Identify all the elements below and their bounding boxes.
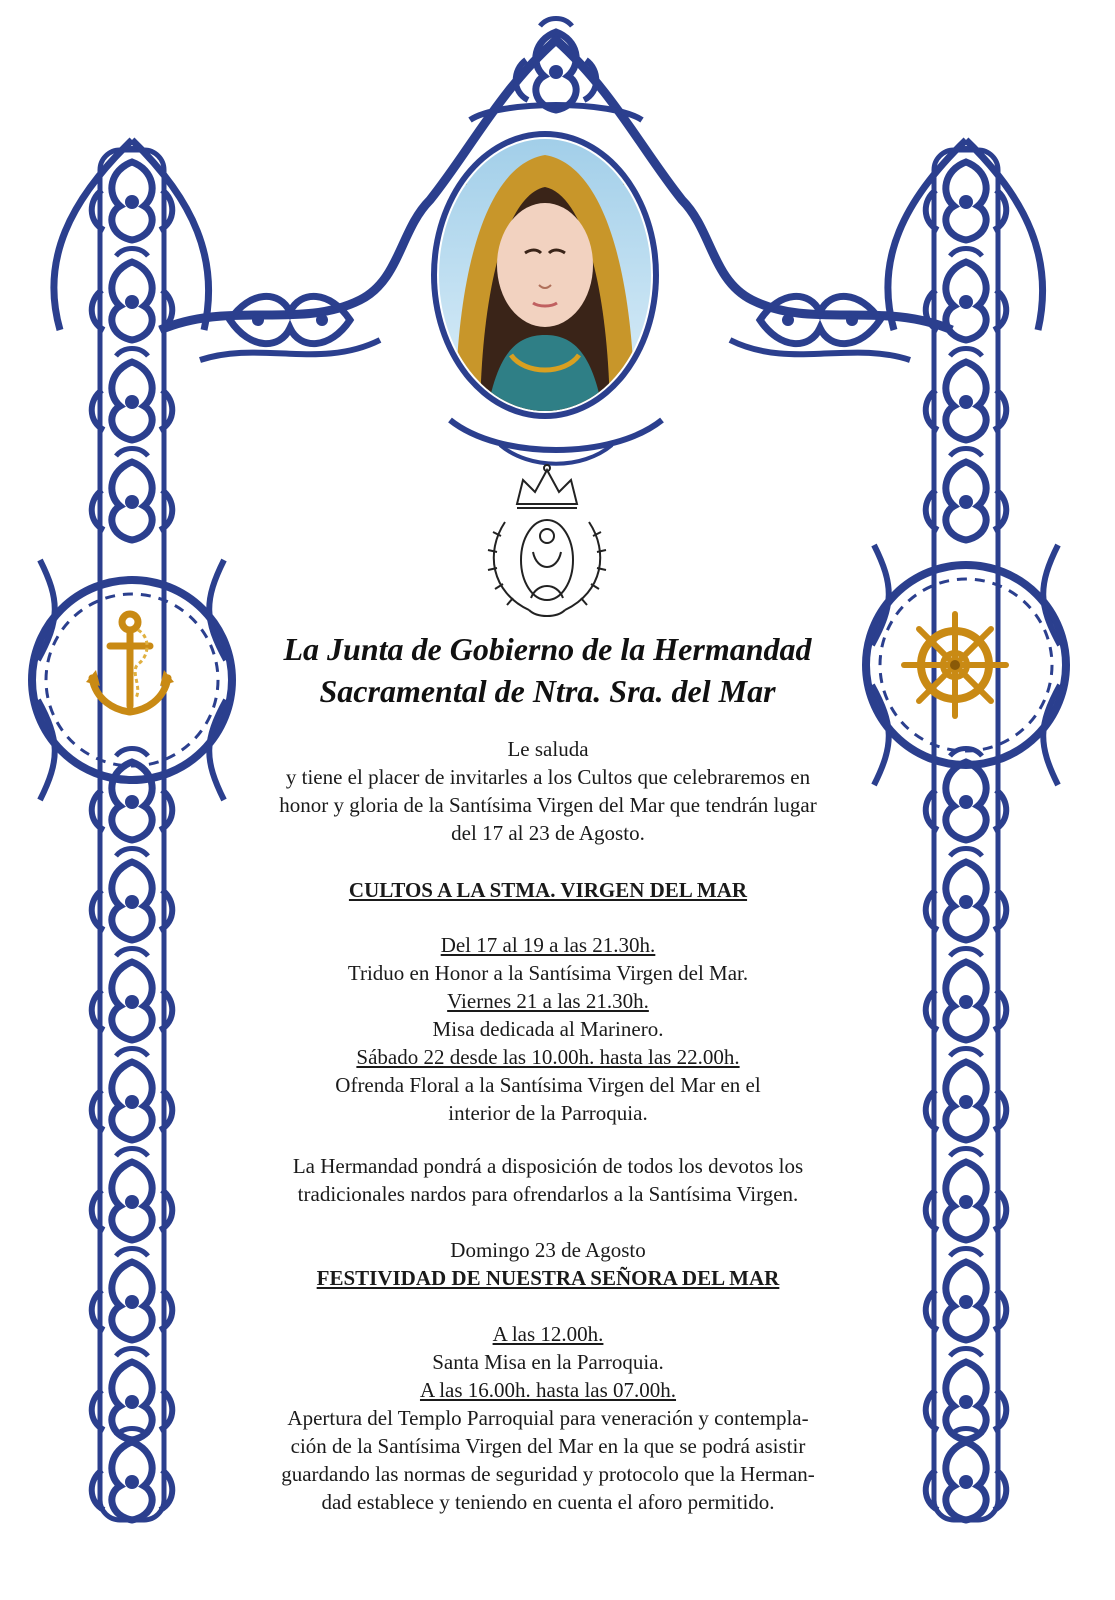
intro-line: del 17 al 23 de Agosto. xyxy=(451,821,645,845)
schedule-what: interior de la Parroquia. xyxy=(448,1101,648,1125)
left-column-ornament xyxy=(32,140,232,1520)
intro-line: y tiene el placer de invitarles a los Cultos que celebraremos en xyxy=(285,765,811,789)
schedule-when: A las 16.00h. hasta las 07.00h. xyxy=(419,1378,677,1402)
festividad-section xyxy=(250,1236,846,1292)
festividad-schedule xyxy=(250,1320,846,1516)
title-line-2: Sacramental de Ntra. Sra. del Mar xyxy=(319,673,776,709)
schedule-when: A las 12.00h. xyxy=(492,1322,604,1346)
schedule-when: Del 17 al 19 a las 21.30h. xyxy=(440,933,656,957)
right-column-ornament xyxy=(866,140,1066,1520)
cultos-schedule xyxy=(250,931,846,1127)
ships-wheel-icon xyxy=(900,610,1010,720)
festividad-date: Domingo 23 de Agosto xyxy=(450,1238,646,1262)
cultos-heading: CULTOS A LA STMA. VIRGEN DEL MAR xyxy=(348,878,748,902)
schedule-what: ción de la Santísima Virgen del Mar en la que se podrá asistir xyxy=(290,1434,806,1458)
intro-line: honor y gloria de la Santísima Virgen del Mar que tendrán lugar xyxy=(279,793,817,817)
nardos-line: La Hermandad pondrá a disposición de todos los devotos los xyxy=(292,1154,804,1178)
nardos-paragraph xyxy=(250,1152,846,1208)
nardos-line: tradicionales nardos para ofrendarlos a la Santísima Virgen. xyxy=(297,1182,799,1206)
title-line-1: La Junta de Gobierno de la Hermandad xyxy=(283,631,812,667)
schedule-when: Sábado 22 desde las 10.00h. hasta las 22.00h. xyxy=(356,1045,740,1069)
festividad-heading: FESTIVIDAD DE NUESTRA SEÑORA DEL MAR xyxy=(316,1266,780,1290)
schedule-when: Viernes 21 a las 21.30h. xyxy=(447,989,649,1013)
anchor-icon xyxy=(82,608,182,723)
greeting: Le saluda xyxy=(507,737,589,761)
schedule-what: dad establece y teniendo en cuenta el aforo permitido. xyxy=(321,1490,775,1514)
schedule-what: guardando las normas de seguridad y protocolo que la Herman- xyxy=(281,1462,815,1486)
schedule-what: Ofrenda Floral a la Santísima Virgen del Mar en el xyxy=(335,1073,761,1097)
schedule-what: Santa Misa en la Parroquia. xyxy=(432,1350,664,1374)
schedule-what: Triduo en Honor a la Santísima Virgen del Mar. xyxy=(347,961,749,985)
crown-wreath-crest-icon xyxy=(475,462,620,622)
intro-paragraph xyxy=(250,735,846,847)
schedule-what: Misa dedicada al Marinero. xyxy=(432,1017,664,1041)
virgin-portrait-oval xyxy=(425,125,665,425)
page-title xyxy=(200,628,895,712)
schedule-what: Apertura del Templo Parroquial para veneración y contempla- xyxy=(287,1406,809,1430)
